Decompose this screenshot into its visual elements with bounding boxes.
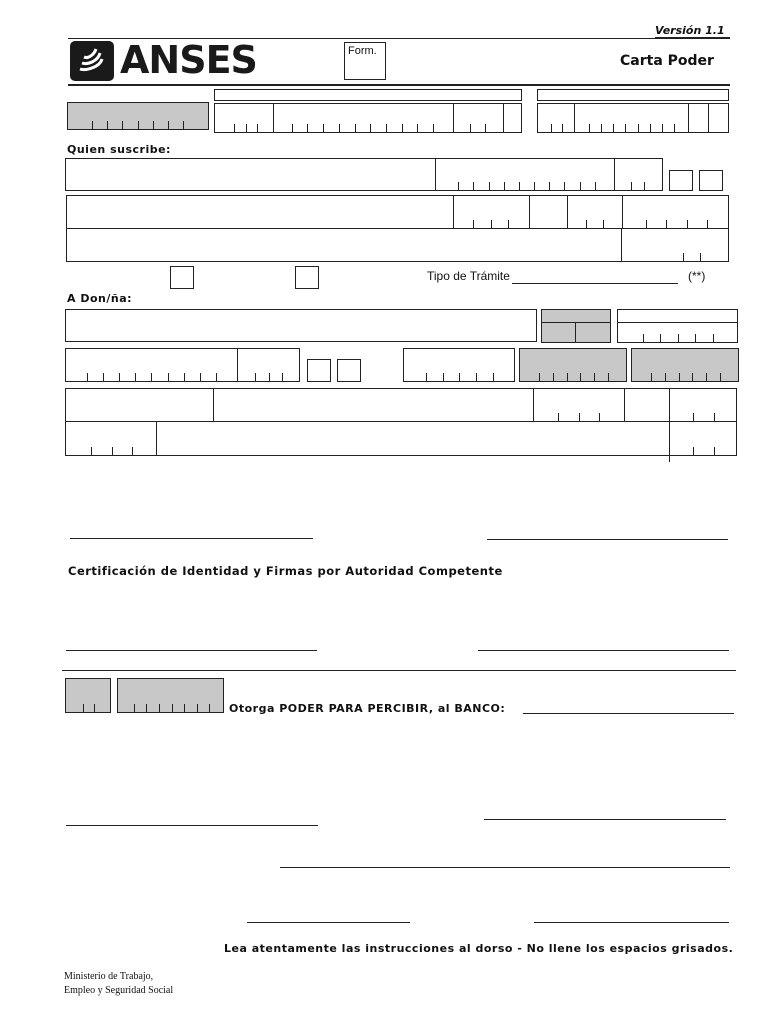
attorney-signature-line[interactable] (487, 539, 728, 540)
grantor-name-field[interactable] (65, 158, 436, 191)
poder-signature-line-1[interactable] (66, 825, 318, 826)
form-number-box[interactable] (344, 42, 386, 80)
anses-logo (70, 40, 270, 82)
grantor-sex-m-checkbox[interactable] (669, 170, 693, 191)
ministry-line-2: Empleo y Seguridad Social (64, 985, 174, 996)
footer-instruction: Lea atentamente las instrucciones al dorso - No llene los espacios grisados. (224, 942, 734, 955)
grantor-sex-f-checkbox[interactable] (699, 170, 723, 191)
bank-gray-field-2 (117, 678, 224, 713)
section-divider (62, 670, 736, 671)
bank-gray-field-1 (65, 678, 111, 713)
version-label: Versión 1.1 (655, 24, 725, 37)
grantor-locality-row[interactable] (66, 228, 729, 262)
anses-logo-mark-icon (70, 41, 114, 81)
id-number-field[interactable] (214, 103, 522, 133)
attorney-date-field[interactable] (403, 348, 515, 382)
bank-name-line[interactable] (523, 713, 734, 714)
attorney-doc-field[interactable] (617, 309, 738, 343)
tramite-line[interactable] (512, 283, 678, 284)
grantor-address-row[interactable] (66, 195, 729, 229)
poder-signature-line-3[interactable] (247, 922, 410, 923)
attorney-sex-f-checkbox[interactable] (337, 359, 361, 382)
attorney-locality-row[interactable] (65, 421, 737, 456)
attorney-gray-field-3 (631, 348, 739, 382)
poder-signature-line-2[interactable] (484, 819, 726, 820)
certifier-signature-line-1[interactable] (66, 650, 317, 651)
form-label: Form. (348, 45, 377, 57)
id-number-header (214, 89, 522, 101)
poder-label: Otorga PODER PARA PERCIBIR, al BANCO: (229, 702, 506, 715)
cuil-header (537, 89, 729, 101)
attorney-gray-field-2 (519, 348, 627, 382)
attorney-id-field[interactable] (65, 348, 300, 382)
ministry-line-1: Ministerio de Trabajo, (64, 971, 154, 982)
attorney-address-row[interactable] (65, 388, 737, 422)
office-code-field (67, 102, 209, 130)
certifier-signature-line-2[interactable] (478, 650, 729, 651)
poder-long-line[interactable] (280, 867, 730, 868)
page-title: Carta Poder (620, 53, 714, 69)
poder-signature-line-4[interactable] (534, 922, 729, 923)
grantor-doc-field[interactable] (435, 158, 663, 191)
cuil-field[interactable] (537, 103, 729, 133)
certification-label: Certificación de Identidad y Firmas por Autoridad Competente (68, 564, 503, 578)
header-bottom-rule (68, 84, 730, 86)
grantor-signature-line[interactable] (70, 538, 313, 539)
anses-logo-text: ANSES (120, 38, 257, 82)
attorney-name-input[interactable] (66, 310, 536, 341)
grantor-section-label: Quien suscribe: (67, 143, 171, 156)
tramite-option-1-checkbox[interactable] (170, 266, 194, 289)
tramite-option-2-checkbox[interactable] (295, 266, 319, 289)
attorney-sex-m-checkbox[interactable] (307, 359, 331, 382)
attorney-gray-field-1 (541, 309, 611, 343)
tramite-note: (**) (688, 269, 706, 283)
grantor-name-input[interactable] (66, 159, 435, 190)
tramite-label: Tipo de Trámite (427, 269, 510, 283)
attorney-section-label: A Don/ña: (67, 292, 133, 305)
attorney-name-field[interactable] (65, 309, 537, 342)
